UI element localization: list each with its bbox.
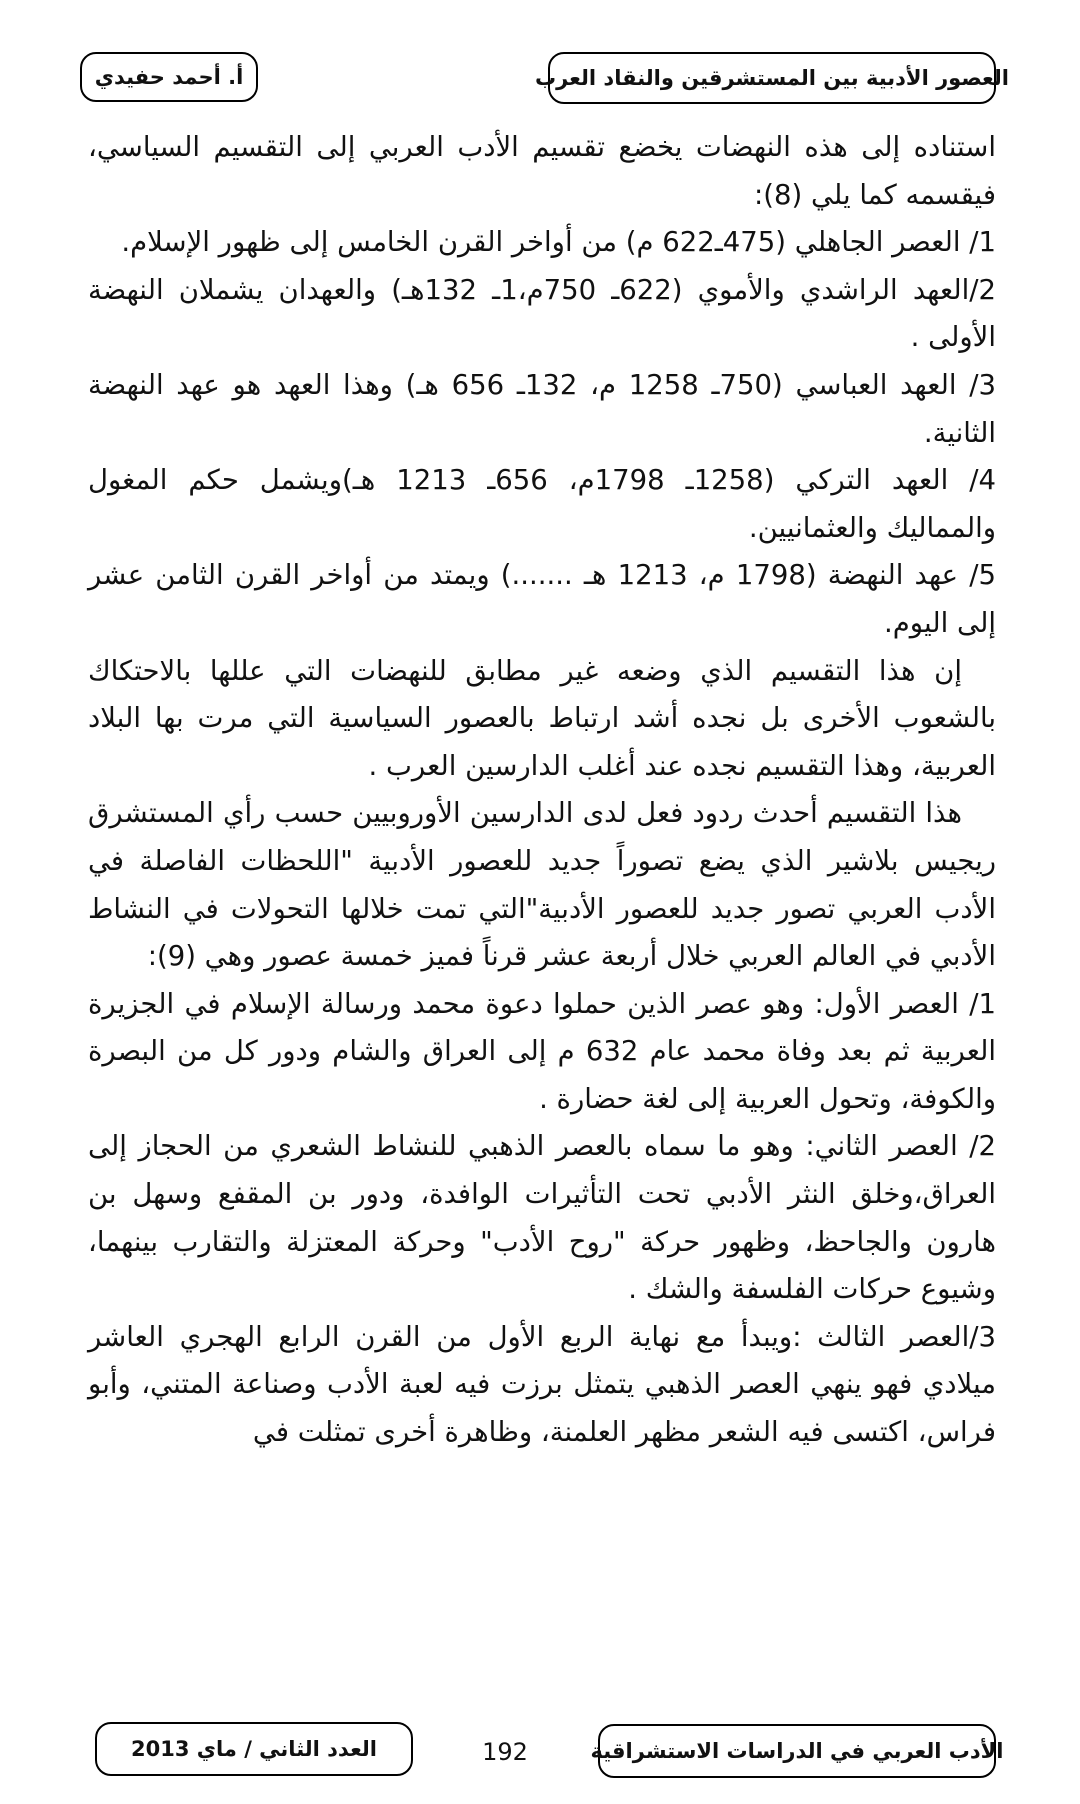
- list-item-period-2: 2/العهد الراشدي والأموي (622ـ 750م،1ـ 132هـ) والعهدان يشملان النهضة الأولى .: [88, 273, 996, 354]
- page-number: 192: [482, 1738, 528, 1766]
- list-item-period-5: 5/ عهد النهضة (1798 م، 1213 هـ .......) ويمتد من أواخر القرن الثامن عشر إلى اليوم.: [88, 559, 996, 639]
- list-item-period-3: 3/ العهد العباسي (750ـ 1258 م، 132ـ 656 هـ) وهذا العهد هو عهد النهضة الثانية.: [88, 368, 996, 449]
- list-item-period-4: 4/ العهد التركي (1258ـ 1798م، 656ـ 1213 هـ)ويشمل حكم المغول والمماليك والعثمانيين.: [88, 464, 996, 544]
- running-header-author: أ. أحمد حفيدي: [80, 52, 258, 102]
- list-item-era-3: 3/العصر الثالث :ويبدأ مع نهاية الربع الأول من القرن الرابع الهجري العاشر ميلادي فهو ينهي العصر الذهبي يتمثل برزت فيه لعبة الأدب وصناعة المتني، وأبو فراس، اكتسى فيه الشعر مظهر العلمنة، وظاهرة أخرى تمثلت في: [88, 1320, 996, 1449]
- running-header-title: العصور الأدبية بين المستشرقين والنقاد العرب: [548, 52, 996, 104]
- paragraph: هذا التقسيم أحدث ردود فعل لدى الدارسين الأوروبيين حسب رأي المستشرق ريجيس بلاشير الذي يضع تصوراً جديد للعصور الأدبية "اللحظات الفاصلة في الأدب العربي تصور جديد للعصور الأدبية"التي تمت خلالها التحولات في النشاط الأدبي في العالم العربي خلال أربعة عشر قرناً فميز خمسة عصور وهي (9):: [88, 797, 996, 973]
- list-item-period-1: 1/ العصر الجاهلي (475ـ622 م) من أواخر القرن الخامس إلى ظهور الإسلام.: [121, 226, 996, 259]
- list-item-era-1: 1/ العصر الأول: وهو عصر الذين حملوا دعوة محمد ورسالة الإسلام في الجزيرة العربية ثم بعد وفاة محمد عام 632 م إلى العراق والشام ودور كل من البصرة والكوفة، وتحول العربية إلى لغة حضارة .: [88, 987, 996, 1115]
- footer-issue: العدد الثاني / ماي 2013: [95, 1722, 413, 1776]
- body-text: [88, 124, 996, 1457]
- paragraph: استناده إلى هذه النهضات يخضع تقسيم الأدب العربي إلى التقسيم السياسي، فيقسمه كما يلي (8):: [88, 131, 996, 211]
- paragraph: إن هذا التقسيم الذي وضعه غير مطابق للنهضات التي عللها بالاحتكاك بالشعوب الأخرى بل نجده أشد ارتباط بالعصور السياسية التي مرت بها البلاد العربية، وهذا التقسيم نجده عند أغلب الدارسين العرب .: [88, 654, 996, 782]
- list-item-era-2: 2/ العصر الثاني: وهو ما سماه بالعصر الذهبي للنشاط الشعري من الحجاز إلى العراق،وخلق النثر الأدبي تحت التأثيرات الوافدة، ودور بن المقفع وسهل بن هارون والجاحظ، وظهور حركة "روح الأدب" وحركة المعتزلة والتقارب بينهما، وشيوع حركات الفلسفة والشك .: [88, 1130, 996, 1306]
- footer-journal-title: الأدب العربي في الدراسات الاستشراقية: [598, 1724, 996, 1778]
